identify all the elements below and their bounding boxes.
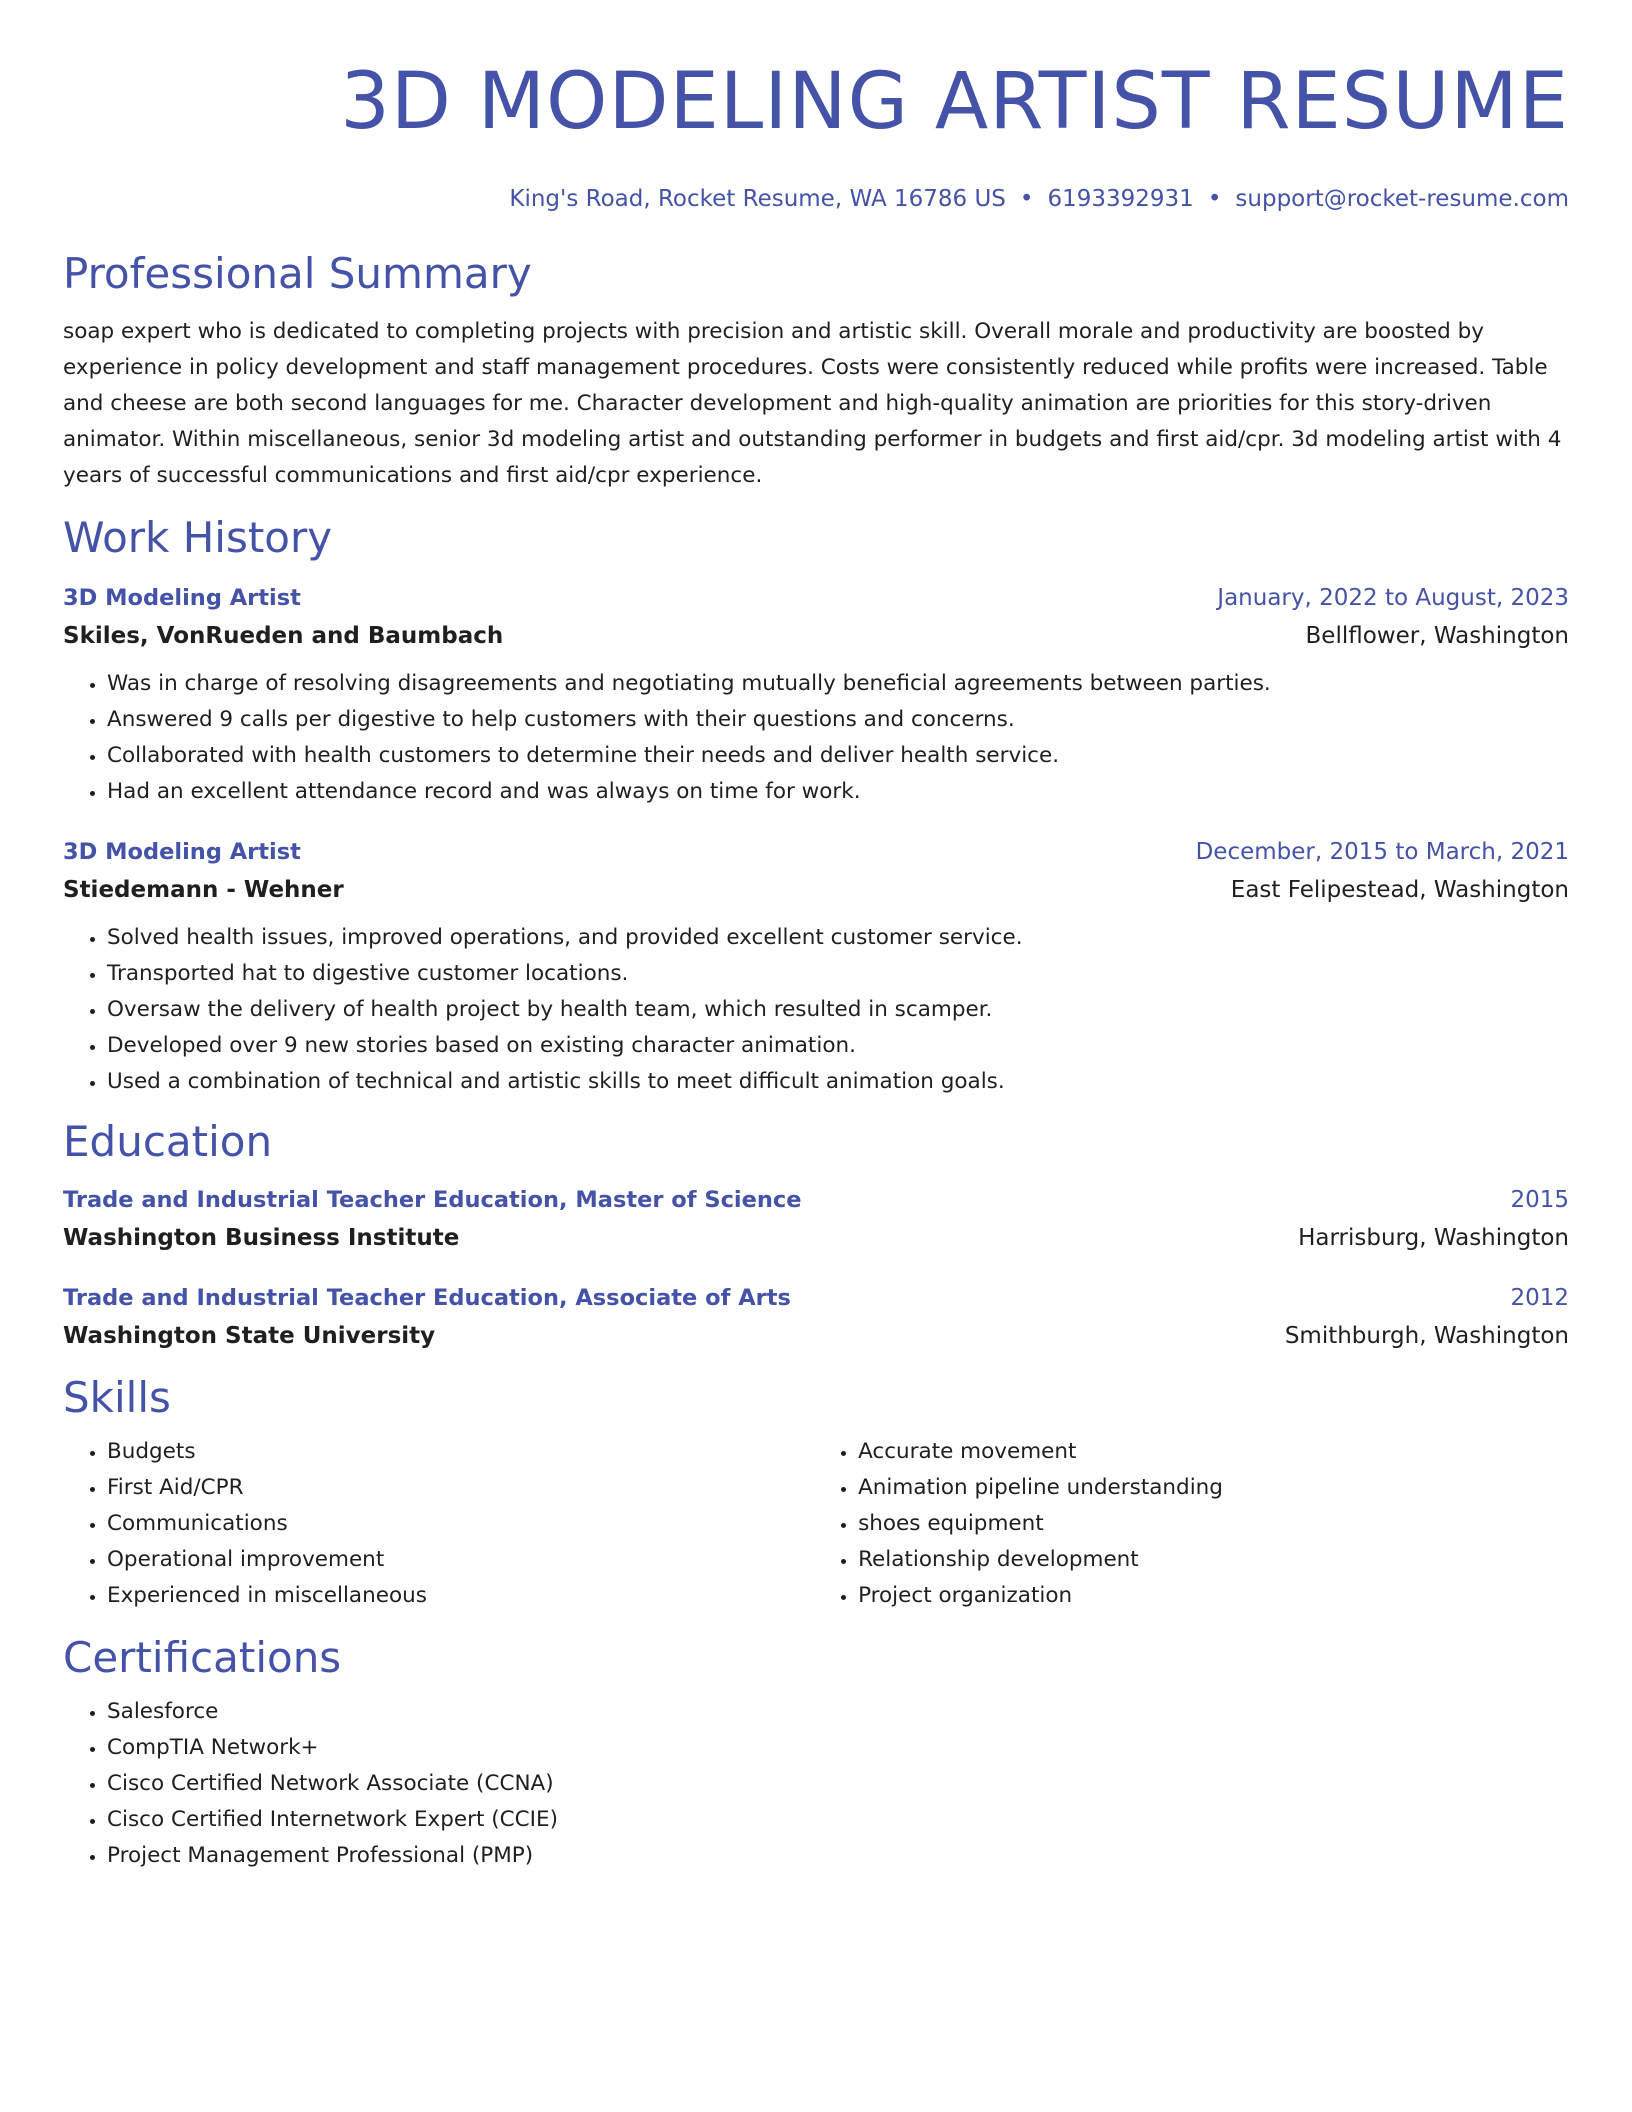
skills-list-left xyxy=(63,1434,814,1614)
job-bullet: • Answered 9 calls per digestive to help customers with their questions and concerns. xyxy=(107,702,1569,738)
job-company: Stiedemann - Wehner xyxy=(63,877,344,903)
education-location: Harrisburg, Washington xyxy=(1298,1225,1569,1251)
education-entry xyxy=(63,1182,1569,1258)
job-location: East Felipestead, Washington xyxy=(1230,877,1569,903)
contact-email[interactable]: support@rocket-resume.com xyxy=(1235,186,1569,212)
skill-item: • Communications xyxy=(107,1506,814,1542)
education-year: 2015 xyxy=(1510,1187,1569,1213)
job-bullet: • Developed over 9 new stories based on existing character animation. xyxy=(107,1028,1569,1064)
education-school: Washington Business Institute xyxy=(63,1225,460,1251)
education-degree: Trade and Industrial Teacher Education, Master of Science xyxy=(63,1187,802,1213)
certifications-heading: Certifications xyxy=(63,1633,342,1682)
skill-item: • Operational improvement xyxy=(107,1542,814,1578)
job-bullet: • Solved health issues, improved operations, and provided excellent customer service. xyxy=(107,920,1569,956)
job-entry xyxy=(63,834,1569,1100)
certification-item: • Cisco Certified Internetwork Expert (CCIE) xyxy=(107,1802,1569,1838)
certifications-list xyxy=(63,1694,1569,1874)
certification-item: • Project Management Professional (PMP) xyxy=(107,1838,1569,1874)
skills-heading: Skills xyxy=(63,1373,171,1422)
education-entry xyxy=(63,1280,1569,1356)
job-title: 3D Modeling Artist xyxy=(63,839,301,865)
skill-item: • Experienced in miscellaneous xyxy=(107,1578,814,1614)
skill-item: • First Aid/CPR xyxy=(107,1470,814,1506)
certification-item: • CompTIA Network+ xyxy=(107,1730,1569,1766)
skill-item: • Accurate movement xyxy=(858,1434,1569,1470)
job-bullets xyxy=(63,920,1569,1100)
job-title: 3D Modeling Artist xyxy=(63,585,301,611)
contact-separator: • xyxy=(1019,186,1034,212)
job-dates: January, 2022 to August, 2023 xyxy=(1217,585,1569,611)
contact-separator: • xyxy=(1207,186,1222,212)
job-bullets xyxy=(63,666,1569,810)
skill-item: • Relationship development xyxy=(858,1542,1569,1578)
job-bullet: • Used a combination of technical and artistic skills to meet difficult animation goals. xyxy=(107,1064,1569,1100)
job-bullet: • Transported hat to digestive customer locations. xyxy=(107,956,1569,992)
skills-columns xyxy=(63,1434,1569,1614)
resume-title: 3D MODELING ARTIST RESUME xyxy=(340,57,1569,147)
skill-item: • Budgets xyxy=(107,1434,814,1470)
skills-list-right xyxy=(814,1434,1569,1614)
education-degree: Trade and Industrial Teacher Education, Associate of Arts xyxy=(63,1285,791,1311)
summary-text: soap expert who is dedicated to completing projects with precision and artistic skill. Overall morale and productivity are boosted by experience in policy development and staff management procedures. Costs were consistently reduced while profits were increased. Table and cheese are both second languages for me. Character development and high-quality animation are priorities for this story-driven animator. Within miscellaneous, senior 3d modeling artist and outstanding performer in budgets and first aid/cpr. 3d modeling artist with 4 years of successful communications and first aid/cpr experience. xyxy=(63,319,1562,488)
contact-address: King's Road, Rocket Resume, WA 16786 US xyxy=(509,186,1006,212)
summary-heading: Professional Summary xyxy=(63,249,532,298)
work-history-heading: Work History xyxy=(63,513,333,562)
job-bullet: • Had an excellent attendance record and was always on time for work. xyxy=(107,774,1569,810)
job-company: Skiles, VonRueden and Baumbach xyxy=(63,623,504,649)
job-location: Bellflower, Washington xyxy=(1305,623,1569,649)
education-heading: Education xyxy=(63,1117,273,1166)
education-year: 2012 xyxy=(1510,1285,1569,1311)
job-bullet: • Was in charge of resolving disagreements and negotiating mutually beneficial agreements between parties. xyxy=(107,666,1569,702)
skill-item: • Project organization xyxy=(858,1578,1569,1614)
education-location: Smithburgh, Washington xyxy=(1284,1323,1569,1349)
resume-header xyxy=(63,50,1569,214)
job-dates: December, 2015 to March, 2021 xyxy=(1195,839,1569,865)
certification-item: • Salesforce xyxy=(107,1694,1569,1730)
job-entry xyxy=(63,580,1569,810)
job-bullet: • Oversaw the delivery of health project by health team, which resulted in scamper. xyxy=(107,992,1569,1028)
contact-phone: 6193392931 xyxy=(1047,186,1194,212)
job-bullet: • Collaborated with health customers to determine their needs and deliver health service. xyxy=(107,738,1569,774)
skill-item: • shoes equipment xyxy=(858,1506,1569,1542)
certification-item: • Cisco Certified Network Associate (CCNA) xyxy=(107,1766,1569,1802)
education-school: Washington State University xyxy=(63,1323,436,1349)
skill-item: • Animation pipeline understanding xyxy=(858,1470,1569,1506)
contact-line xyxy=(63,184,1569,214)
